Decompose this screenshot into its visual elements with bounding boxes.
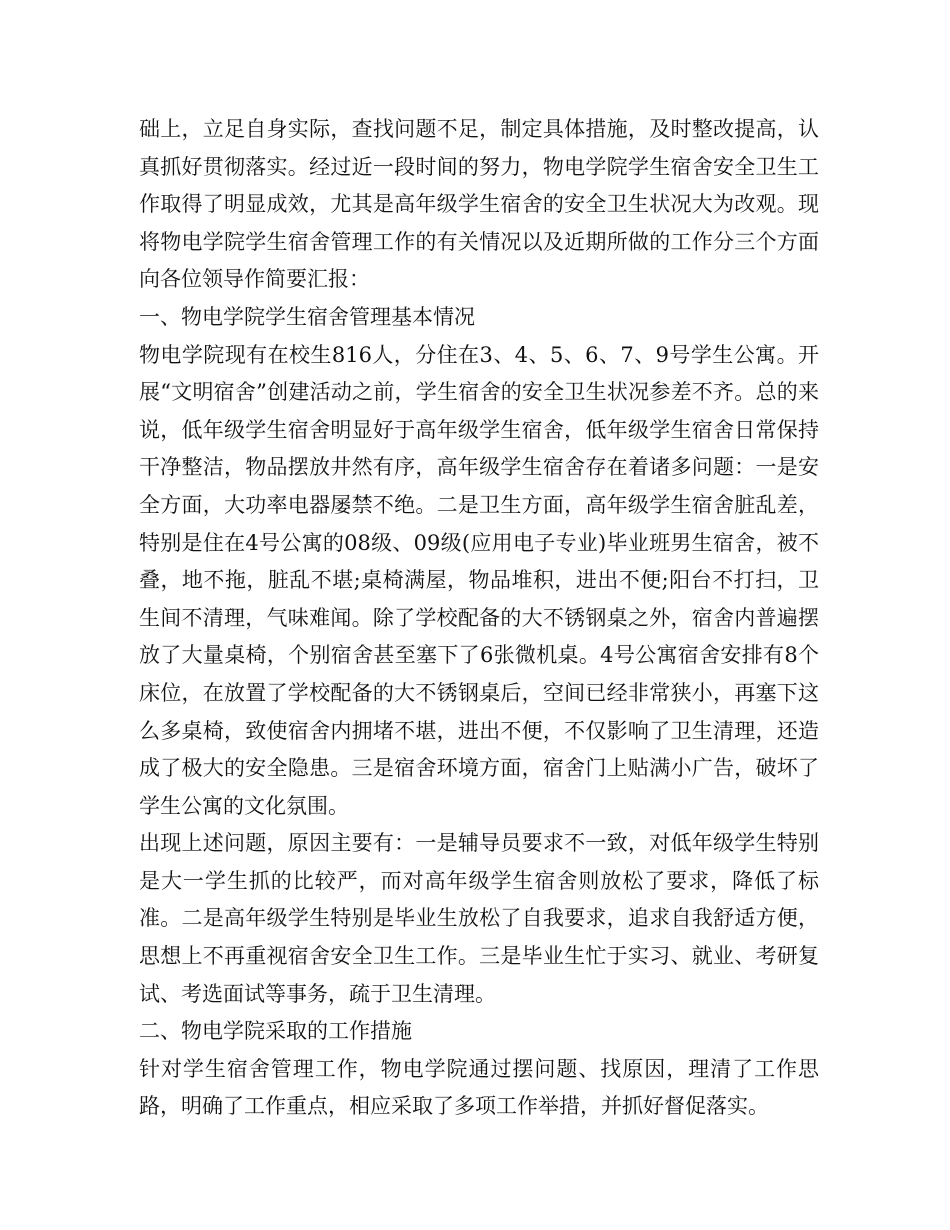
paragraph-basic-situation: 物电学院现有在校生816人，分住在3、4、5、6、7、9号学生公寓。开展“文明宿舍”创建活动之前，学生宿舍的安全卫生状况参差不齐。总的来说，低年级学生宿舍明显好于高年级学生宿舍，低年级学生宿舍日常保持干净整洁，物品摆放井然有序，高年级学生宿舍存在着诸多问题：一是安全方面，大功率电器屡禁不绝。二是卫生方面，高年级学生宿舍脏乱差，特别是住在4号公寓的08级、09级(应用电子专业)毕业班男生宿舍，被不叠，地不拖，脏乱不堪;桌椅满屋，物品堆积，进出不便;阳台不打扫，卫生间不清理，气味难闻。除了学校配备的大不锈钢桌之外，宿舍内普遍摆放了大量桌椅，个别宿舍甚至塞下了6张微机桌。4号公寓宿舍安排有8个床位，在放置了学校配备的大不锈钢桌后，空间已经非常狭小，再塞下这么多桌椅，致使宿舍内拥堵不堪，进出不便，不仅影响了卫生清理，还造成了极大的安全隐患。三是宿舍环境方面，宿舍门上贴满小广告，破坏了学生公寓的文化氛围。 [139, 342, 819, 818]
section-heading-1: 一、物电学院学生宿舍管理基本情况 [139, 304, 475, 329]
paragraph-intro: 础上，立足自身实际，查找问题不足，制定具体措施，及时整改提高，认真抓好贯彻落实。经过近一段时间的努力，物电学院学生宿舍安全卫生工作取得了明显成效，尤其是高年级学生宿舍的安全卫生状况大为改观。现将物电学院学生宿舍管理工作的有关情况以及近期所做的工作分三个方面向各位领导作简要汇报： [139, 117, 819, 292]
paragraph-measures: 针对学生宿舍管理工作，物电学院通过摆问题、找原因，理清了工作思路，明确了工作重点，相应采取了多项工作举措，并抓好督促落实。 [139, 1056, 819, 1119]
paragraph-causes: 出现上述问题，原因主要有：一是辅导员要求不一致，对低年级学生特别是大一学生抓的比较严，而对高年级学生宿舍则放松了要求，降低了标准。二是高年级学生特别是毕业生放松了自我要求，追求自我舒适方便，思想上不再重视宿舍安全卫生工作。三是毕业生忙于实习、就业、考研复试、考选面试等事务，疏于卫生清理。 [139, 831, 819, 1006]
document-body [139, 111, 819, 1126]
section-heading-2: 二、物电学院采取的工作措施 [139, 1019, 412, 1044]
